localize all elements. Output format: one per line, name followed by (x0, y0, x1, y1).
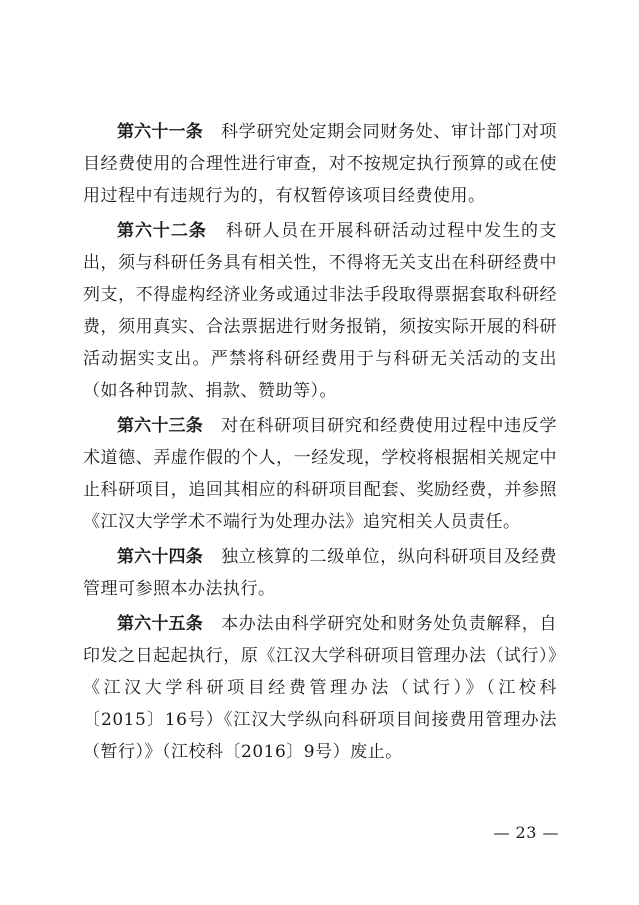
article-text: 独立核算的二级单位，纵向科研项目及经费管理可参照本办法执行。 (83, 547, 557, 599)
article-number: 第六十一条 (117, 122, 203, 142)
article-number: 第六十五条 (117, 614, 203, 634)
article-61 (83, 116, 557, 212)
article-64 (83, 541, 557, 605)
article-number: 第六十四条 (117, 547, 203, 567)
page-number: — 23 — (493, 823, 559, 842)
article-text: 科研人员在开展科研活动过程中发生的支出，须与科研任务具有相关性，不得将无关支出在科研经费中列支，不得虚构经济业务或通过非法手段取得票据套取科研经费，须用真实、合法票据进行财务报销，须按实际开展的科研活动据实支出。严禁将科研经费用于与科研无关活动的支出（如各种罚款、捐款、赞助等）。 (83, 221, 558, 401)
article-62 (83, 215, 557, 407)
article-text: 对在科研项目研究和经费使用过程中违反学术道德、弄虚作假的个人，一经发现，学校将根据相关规定中止科研项目，追回其相应的科研项目配套、奖励经费，并参照《江汉大学学术不端行为处理办法》追究相关人员责任。 (83, 416, 557, 532)
article-number: 第六十二条 (117, 221, 207, 241)
article-list (83, 116, 557, 771)
article-text: 科学研究处定期会同财务处、审计部门对项目经费使用的合理性进行审查，对不按规定执行预算的或在使用过程中有违规行为的，有权暂停该项目经费使用。 (83, 122, 557, 206)
article-63 (83, 410, 557, 538)
article-number: 第六十三条 (117, 416, 203, 436)
article-text: 本办法由科学研究处和财务处负责解释，自印发之日起起执行，原《江汉大学科研项目管理办法（试行）》《江汉大学科研项目经费管理办法（试行）》（江校科〔2015〕16号）《江汉大学纵向科研项目间接费用管理办法（暂行）》（江校科〔2016〕9号）废止。 (83, 614, 557, 762)
article-65 (83, 608, 557, 768)
